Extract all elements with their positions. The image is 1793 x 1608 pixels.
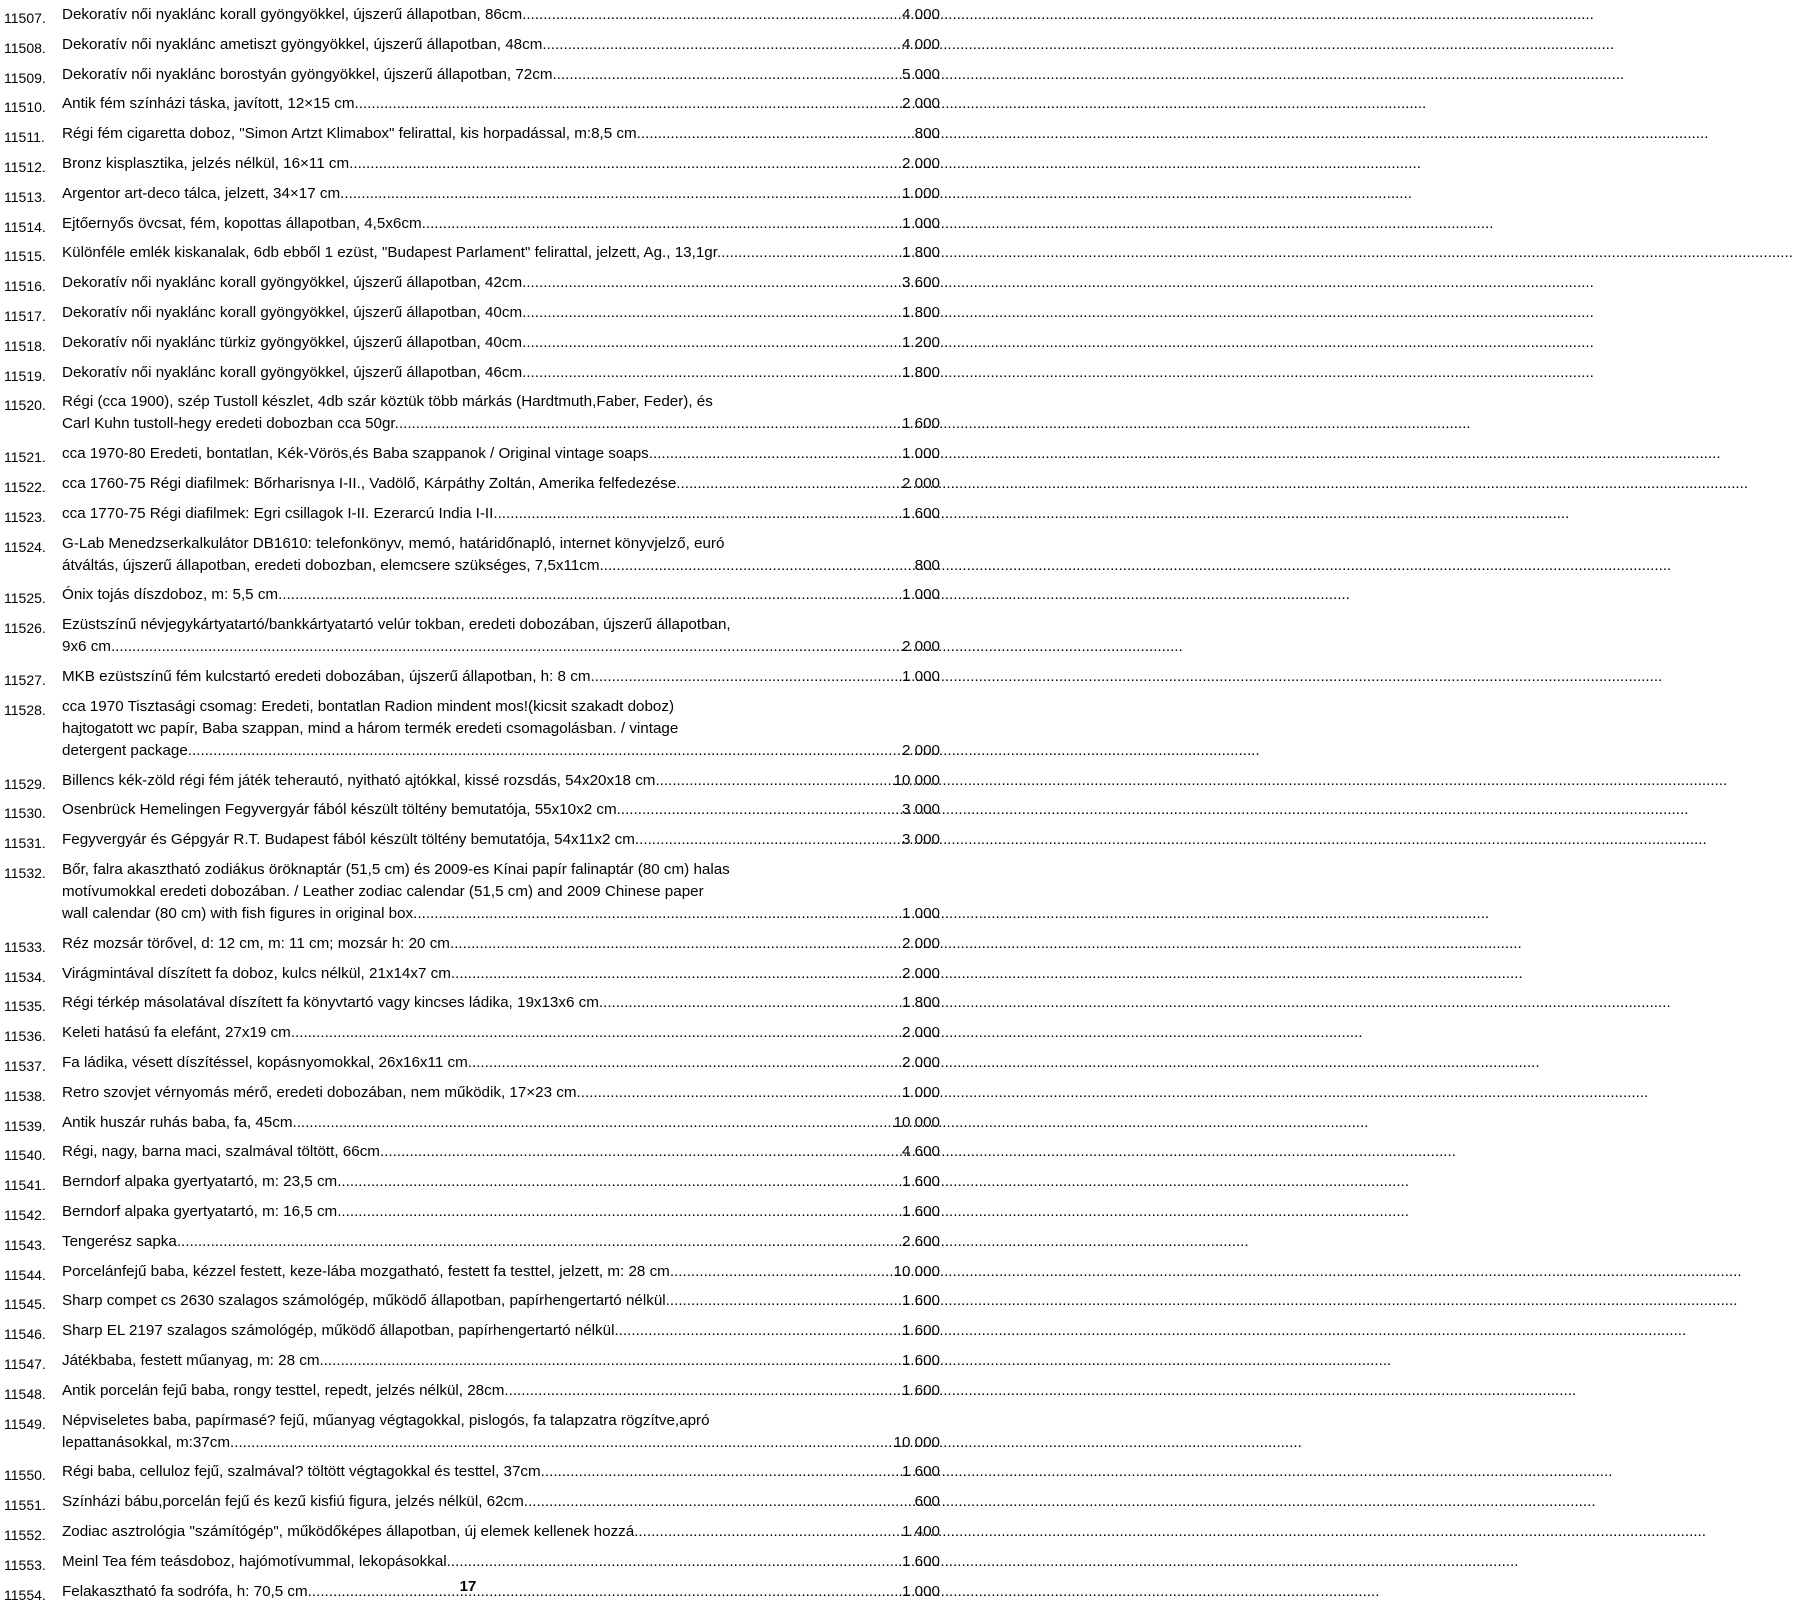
catalog-entry (4, 1290, 940, 1312)
lot-number: 11533. (4, 938, 46, 955)
dot-leader (600, 555, 915, 577)
lot-description (62, 963, 940, 985)
dot-leader (524, 1491, 915, 1513)
lot-description (62, 1461, 940, 1483)
lot-description (62, 64, 940, 86)
dot-leader (637, 123, 915, 145)
dot-leader (230, 1432, 894, 1454)
catalog-entry (4, 1521, 940, 1543)
lot-description (62, 1141, 940, 1163)
lot-description-line: Réz mozsár törővel, d: 12 cm, m: 11 cm; mozsár h: 20 cm (62, 934, 450, 952)
catalog-entry (4, 362, 940, 384)
lot-price: 2 000 (901, 1054, 940, 1071)
lot-price: 2 000 (901, 638, 940, 656)
lot-number: 11548. (4, 1385, 46, 1402)
lot-description-line: Színházi bábu,porcelán fejű és kezű kisfiú figura, jelzés nélkül, 62cm (62, 1493, 524, 1511)
lot-number: 11538. (4, 1087, 46, 1104)
lot-description-line: cca 1770-75 Régi diafilmek: Egri csillagok I-II. Ezerarcú India I-II. (62, 504, 498, 522)
catalog-entry (4, 1231, 940, 1253)
lot-description (62, 992, 940, 1014)
lot-description-line: Dekoratív női nyaklánc korall gyöngyökkel, újszerű állapotban, 86cm (62, 6, 523, 23)
lot-number: 11540. (4, 1147, 46, 1164)
catalog-entry (4, 799, 940, 821)
catalog-entry (4, 503, 940, 525)
dot-leader (577, 1082, 902, 1104)
lot-price: 1 000 (901, 1582, 940, 1600)
lot-description-line: Porcelánfejű baba, kézzel festett, keze-lába mozgatható, festett fa testtel, jelzett, m: 28 cm (62, 1262, 670, 1280)
lot-description (62, 859, 940, 925)
lot-price: 4 000 (901, 6, 940, 23)
lot-description (62, 153, 940, 175)
lot-description (62, 503, 940, 525)
dot-leader (384, 1141, 902, 1163)
lot-price: 10 000 (893, 1433, 940, 1451)
lot-description (62, 1112, 940, 1134)
lot-description (62, 1290, 940, 1312)
lot-price: 600 (914, 1493, 940, 1511)
dot-leader (450, 933, 902, 955)
lot-number: 11526. (4, 620, 46, 637)
lot-description (62, 1052, 940, 1074)
lot-number: 11530. (4, 805, 46, 822)
lot-number: 11510. (4, 99, 46, 116)
lot-description-line: Sharp compet cs 2630 szalagos számológép, működő állapotban, papírhengertartó nélkül (62, 1292, 666, 1310)
dot-leader (617, 799, 902, 821)
lot-price: 1 800 (901, 304, 940, 321)
catalog-entry (4, 1141, 940, 1163)
lot-price: 10 000 (893, 1113, 940, 1131)
dot-leader (422, 213, 902, 235)
lot-number: 11527. (4, 672, 46, 688)
catalog-entry (4, 933, 940, 955)
lot-number: 11536. (4, 1028, 46, 1045)
lot-price: 800 (914, 556, 940, 574)
lot-description-line: Különféle emlék kiskanalak, 6db ebből 1 ezüst, "Budapest Parlament" felirattal, jelzett, Ag., 13,1gr. (62, 244, 722, 262)
lot-price: 5 000 (901, 65, 940, 83)
lot-description (62, 533, 940, 577)
catalog-entry (4, 242, 940, 264)
catalog-entry (4, 272, 940, 294)
lot-description-line: Virágmintával díszített fa doboz, kulcs nélkül, 21x14x7 cm (62, 964, 451, 982)
lot-description-line: Fegyvergyár és Gépgyár R.T. Budapest fából készült töltény bemutatója, 54x11x2 cm (62, 831, 635, 849)
lot-number: 11532. (4, 865, 46, 881)
lot-price: 1 800 (901, 363, 940, 381)
lot-description (62, 34, 940, 56)
dot-leader (553, 64, 902, 86)
lot-description (62, 933, 940, 955)
catalog-entry (4, 1350, 940, 1372)
lot-description-line: Keleti hatású fa elefánt, 27x19 cm (62, 1024, 291, 1042)
lot-price: 2 000 (901, 741, 940, 759)
lot-price: 2 000 (901, 475, 940, 492)
lot-number: 11509. (4, 69, 46, 86)
dot-leader (498, 503, 902, 525)
catalog-entry (4, 1082, 940, 1104)
dot-leader (522, 362, 902, 384)
lot-description-line: Játékbaba, festett műanyag, m: 28 cm (62, 1352, 320, 1369)
lot-description-line: cca 1970-80 Eredeti, bontatlan, Kék-Vörös,és Baba szappanok / Original vintage soaps (62, 445, 649, 463)
lot-number: 11516. (4, 278, 46, 295)
lot-description-line: Bronz kisplasztika, jelzés nélkül, 16×11 cm (62, 155, 350, 172)
lot-description-line: átváltás, újszerű állapotban, eredeti dobozban, elemcsere szükséges, 7,5x11cm (62, 556, 600, 574)
lot-price: 1 600 (901, 1552, 940, 1570)
catalog-entry (4, 443, 940, 465)
lot-price: 10 000 (893, 771, 940, 789)
dot-leader (522, 4, 902, 26)
lot-description-line: lepattanásokkal, m:37cm (62, 1433, 230, 1451)
catalog-entry (4, 302, 940, 324)
lot-description (62, 123, 940, 145)
lot-price: 1 000 (901, 445, 940, 463)
lot-price: 1 000 (901, 214, 940, 232)
lot-number: 11522. (4, 479, 46, 495)
dot-leader (635, 829, 902, 851)
lot-description-line: Régi fém cigaretta doboz, "Simon Artzt Klimabox" felirattal, kis horpadással, m:8,5 cm (62, 125, 637, 143)
catalog-entry (4, 963, 940, 985)
dot-leader (721, 242, 902, 264)
dot-leader (590, 666, 902, 688)
lot-description-line: Dekoratív női nyaklánc türkiz gyöngyökkel, újszerű állapotban, 40cm (62, 333, 523, 351)
lot-number: 11545. (4, 1296, 46, 1313)
lot-number: 11511. (4, 129, 45, 146)
dot-leader (522, 332, 902, 354)
lot-description-line: Berndorf alpaka gyertyatartó, m: 16,5 cm (62, 1203, 338, 1220)
catalog-entry (4, 4, 940, 26)
catalog-entry (4, 1410, 940, 1454)
dot-leader (111, 636, 902, 658)
catalog-entry (4, 64, 940, 86)
lot-description (62, 242, 940, 264)
lot-description-line: Dekoratív női nyaklánc borostyán gyöngyökkel, újszerű állapotban, 72cm (62, 65, 553, 83)
lot-description-line: wall calendar (80 cm) with fish figures in original box. (62, 905, 418, 922)
catalog-entry (4, 859, 940, 925)
lot-description-line: Népviseletes baba, papírmasé? fejű, műanyag végtagokkal, pislogós, fa talapzatra rögzítve,apró (62, 1411, 710, 1429)
dot-leader (522, 302, 902, 324)
lot-price: 1 600 (901, 1203, 940, 1220)
dot-leader (278, 584, 902, 606)
lot-number: 11544. (4, 1266, 46, 1283)
lot-description-line: Zodiac asztrológia "számítógép", működőképes állapotban, új elemek kellenek hozzá (62, 1523, 635, 1540)
catalog-entry (4, 391, 940, 435)
lot-description (62, 696, 940, 762)
lot-description-line: Dekoratív női nyaklánc korall gyöngyökkel, újszerű állapotban, 42cm (62, 274, 523, 292)
lot-price: 1 600 (901, 504, 940, 522)
dot-leader (649, 443, 902, 465)
lot-number: 11547. (4, 1356, 46, 1372)
lot-number: 11553. (4, 1556, 46, 1573)
dot-leader (614, 1320, 902, 1342)
lot-price: 1 600 (901, 1292, 940, 1310)
lot-description (62, 213, 940, 235)
dot-leader (634, 1521, 902, 1543)
lot-description (62, 666, 940, 688)
lot-description-line: G-Lab Menedzserkalkulátor DB1610: telefonkönyv, memó, határidőnapló, internet könyvjelző, euró (62, 534, 725, 552)
lot-number: 11508. (4, 39, 46, 56)
lot-description (62, 1380, 940, 1402)
lot-number: 11539. (4, 1117, 46, 1134)
lot-description-line: Régi térkép másolatával díszített fa könyvtartó vagy kincses ládika, 19x13x6 cm (62, 994, 599, 1012)
lot-description-line: Régi (cca 1900), szép Tustoll készlet, 4db szár köztük több márkás (Hardtmuth,Faber, Feder), és (62, 393, 713, 411)
catalog-entry (4, 1022, 940, 1044)
lot-number: 11542. (4, 1207, 46, 1223)
lot-description (62, 1491, 940, 1513)
lot-description (62, 391, 940, 435)
dot-leader (666, 1290, 902, 1312)
lot-number: 11554. (4, 1586, 46, 1603)
lot-description (62, 183, 940, 205)
lot-number: 11513. (4, 188, 46, 205)
lot-description-line: Ónix tojás díszdoboz, m: 5,5 cm (62, 586, 279, 604)
dot-leader (599, 992, 902, 1014)
dot-leader (504, 1380, 902, 1402)
catalog-entry (4, 1201, 940, 1223)
catalog-entry (4, 1380, 940, 1402)
lot-number: 11518. (4, 337, 46, 354)
lot-price: 1 800 (901, 994, 940, 1012)
dot-leader (522, 272, 902, 294)
page-number: 17 (459, 1578, 477, 1595)
lot-number: 11514. (4, 218, 46, 235)
lot-number: 11517. (4, 308, 46, 324)
lot-description-line: Ejtőernyős övcsat, fém, kopottas állapotban, 4,5x6cm (62, 214, 422, 232)
lot-description-line: Sharp EL 2197 szalagos számológép, működő állapotban, papírhengertartó nélkül (62, 1322, 615, 1340)
lot-description-line: Meinl Tea fém teásdoboz, hajómotívummal, lekopásokkal (62, 1552, 447, 1570)
lot-description-line: Bőr, falra akasztható zodiákus öröknaptár (51,5 cm) és 2009-es Kínai papír falinaptár (80 cm) halas (62, 861, 730, 878)
dot-leader (542, 34, 902, 56)
dot-leader (447, 1551, 902, 1573)
lot-price: 2 000 (901, 964, 940, 982)
catalog-entry (4, 1052, 940, 1074)
lot-price: 2 000 (901, 95, 940, 113)
lot-number: 11524. (4, 538, 46, 555)
dot-leader (541, 1461, 902, 1483)
lot-number: 11551. (4, 1497, 46, 1514)
lot-description (62, 614, 940, 658)
lot-price: 2 000 (901, 1024, 940, 1042)
lot-number: 11512. (4, 159, 46, 175)
dot-leader (451, 963, 902, 985)
lot-description (62, 1320, 940, 1342)
lot-description-line: Régi baba, celluloz fejű, szalmával? töltött végtagokkal és testtel, 37cm (62, 1463, 541, 1481)
lot-description (62, 799, 940, 821)
lot-price: 1 600 (901, 1381, 940, 1399)
dot-leader (337, 1171, 902, 1193)
dot-leader (355, 93, 902, 115)
lot-description-line: Dekoratív női nyaklánc korall gyöngyökkel, újszerű állapotban, 46cm (62, 363, 523, 381)
lot-number: 11546. (4, 1326, 46, 1343)
lot-description (62, 1551, 940, 1573)
catalog-entry (4, 533, 940, 577)
lot-description-line: Fa ládika, vésett díszítéssel, kopásnyomokkal, 26x16x11 cm (62, 1054, 468, 1071)
catalog-entry (4, 473, 940, 495)
lot-number: 11519. (4, 367, 46, 384)
lot-price: 10 000 (893, 1262, 940, 1280)
lot-description-line: Argentor art-deco tálca, jelzett, 34×17 cm (62, 184, 341, 202)
lot-number: 11528. (4, 701, 46, 718)
lot-price: 1 000 (901, 586, 940, 604)
lot-description (62, 1350, 940, 1372)
lot-price: 4 000 (901, 35, 940, 53)
lot-price: 2 000 (901, 155, 940, 172)
lot-description (62, 1521, 940, 1543)
lot-description-line: motívumokkal eredeti dobozában. / Leather zodiac calendar (51,5 cm) and 2009 Chinese paper (62, 883, 704, 900)
lot-price: 3 000 (901, 831, 940, 849)
lot-description (62, 473, 940, 495)
lot-description-line: Billencs kék-zöld régi fém játék teherautó, nyitható ajtókkal, kissé rozsdás, 54x20x18 cm (62, 771, 656, 789)
lot-price: 1 600 (901, 1322, 940, 1340)
catalog-entry (4, 1461, 940, 1483)
lot-description (62, 1171, 940, 1193)
lot-description (62, 829, 940, 851)
lot-price: 1 600 (901, 1352, 940, 1369)
catalog-entry (4, 332, 940, 354)
lot-description-line: Tengerész sapka (62, 1232, 177, 1250)
lot-number: 11523. (4, 508, 46, 525)
lot-description-line: Carl Kuhn tustoll-hegy eredeti dobozban cca 50gr. (62, 415, 399, 433)
catalog-entry (4, 93, 940, 115)
lot-description-line: detergent package (62, 741, 188, 759)
dot-leader (655, 770, 893, 792)
lot-number: 11543. (4, 1236, 46, 1253)
lot-number: 11534. (4, 968, 46, 985)
catalog-entry (4, 1261, 940, 1283)
catalog-entry (4, 992, 940, 1014)
lot-description (62, 332, 940, 354)
lot-description-line: Osenbrück Hemelingen Fegyvergyár fából készült töltény bemutatója, 55x10x2 cm (62, 801, 617, 819)
lot-price: 1 000 (901, 668, 940, 685)
dot-leader (340, 183, 902, 205)
catalog-entry (4, 614, 940, 658)
lot-description (62, 93, 940, 115)
lot-description-line: Felakasztható fa sodrófa, h: 70,5 cm (62, 1582, 308, 1600)
lot-description (62, 1022, 940, 1044)
dot-leader (188, 740, 902, 762)
lot-description-line: cca 1970 Tisztasági csomag: Eredeti, bontatlan Radion mindent mos!(kicsit szakadt doboz) (62, 697, 675, 715)
catalog-entry (4, 1320, 940, 1342)
lot-price: 1 000 (901, 905, 940, 922)
lot-price: 3 600 (901, 274, 940, 292)
dot-leader (670, 1261, 894, 1283)
lot-description (62, 4, 940, 26)
catalog-entry (4, 34, 940, 56)
lot-description (62, 443, 940, 465)
lot-number: 11552. (4, 1527, 46, 1543)
catalog-entry (4, 696, 940, 762)
lot-description-line: Dekoratív női nyaklánc ametiszt gyöngyökkel, újszerű állapotban, 48cm (62, 35, 543, 53)
lot-number: 11541. (4, 1177, 46, 1194)
lot-number: 11525. (4, 590, 46, 607)
catalog-entry (4, 213, 940, 235)
lot-price: 1 200 (901, 333, 940, 351)
lot-description-line: Antik porcelán fejű baba, rongy testtel, repedt, jelzés nélkül, 28cm (62, 1381, 505, 1399)
catalog-entry (4, 584, 940, 606)
catalog-entry (4, 153, 940, 175)
lot-description (62, 1410, 940, 1454)
lot-description (62, 770, 940, 792)
lot-price: 2 600 (901, 1232, 940, 1250)
lot-description-line: cca 1760-75 Régi diafilmek: Bőrharisnya I-II., Vadölő, Kárpáthy Zoltán, Amerika felfedezése (62, 475, 677, 492)
catalog-entry (4, 1171, 940, 1193)
catalog-entry (4, 829, 940, 851)
dot-leader (291, 1022, 902, 1044)
lot-price: 1 000 (901, 1083, 940, 1101)
catalog-entry (4, 183, 940, 205)
catalog-entry (4, 123, 940, 145)
lot-description (62, 1231, 940, 1253)
lot-number: 11531. (4, 835, 46, 852)
dot-leader (349, 153, 902, 175)
catalog-entry (4, 770, 940, 792)
lot-price: 1 600 (901, 1463, 940, 1481)
dot-leader (676, 473, 902, 495)
dot-leader (468, 1052, 902, 1074)
lot-description (62, 362, 940, 384)
lot-price: 1 600 (901, 1173, 940, 1191)
dot-leader (417, 903, 902, 925)
lot-price: 1 400 (901, 1523, 940, 1540)
lot-description-line: Dekoratív női nyaklánc korall gyöngyökkel, újszerű állapotban, 40cm (62, 304, 523, 321)
lot-description-line: Régi, nagy, barna maci, szalmával töltött, 66cm. (62, 1143, 385, 1161)
catalog-entry (4, 666, 940, 688)
lot-description (62, 584, 940, 606)
lot-number: 11521. (4, 449, 46, 466)
lot-number: 11520. (4, 397, 46, 414)
catalog-entry (4, 1551, 940, 1573)
lot-number: 11529. (4, 775, 46, 792)
lot-description-line: 9x6 cm (62, 638, 111, 656)
lot-description-line: Antik huszár ruhás baba, fa, 45cm. (62, 1113, 297, 1131)
lot-description (62, 302, 940, 324)
lot-description-line: Ezüstszínű névjegykártyatartó/bankkártyatartó velúr tokban, eredeti dobozában, újszerű állapotban, (62, 616, 731, 634)
dot-leader (399, 413, 902, 435)
lot-price: 1 800 (901, 244, 940, 262)
lot-description (62, 1261, 940, 1283)
lot-description (62, 1201, 940, 1223)
lot-price: 2 000 (901, 934, 940, 952)
lot-description (62, 272, 940, 294)
dot-leader (177, 1231, 902, 1253)
lot-number: 11507. (4, 10, 46, 26)
lot-number: 11550. (4, 1467, 46, 1484)
lot-description-line: Retro szovjet vérnyomás mérő, eredeti dobozában, nem működik, 17×23 cm (62, 1083, 577, 1101)
lot-description-line: hajtogatott wc papír, Baba szappan, mind a három termék eredeti csomagolásban. / vintage (62, 719, 679, 737)
lot-number: 11549. (4, 1415, 46, 1432)
lot-number: 11535. (4, 998, 46, 1015)
lot-price: 1 600 (901, 415, 940, 433)
lot-description (62, 1082, 940, 1104)
lot-price: 4 600 (901, 1143, 940, 1161)
lot-price: 3 000 (901, 801, 940, 819)
catalog-entry (4, 1112, 940, 1134)
lot-description-line: MKB ezüstszínű fém kulcstartó eredeti dobozában, újszerű állapotban, h: 8 cm (62, 668, 591, 685)
catalog-entry (4, 1491, 940, 1513)
dot-leader (319, 1350, 902, 1372)
lot-number: 11537. (4, 1058, 46, 1074)
dot-leader (297, 1112, 894, 1134)
dot-leader (337, 1201, 902, 1223)
lot-price: 1 000 (901, 184, 940, 202)
lot-number: 11515. (4, 248, 46, 265)
lot-description-line: Berndorf alpaka gyertyatartó, m: 23,5 cm (62, 1173, 338, 1191)
lot-description-line: Antik fém színházi táska, javított, 12×15 cm (62, 95, 355, 113)
lot-price: 800 (914, 125, 940, 143)
